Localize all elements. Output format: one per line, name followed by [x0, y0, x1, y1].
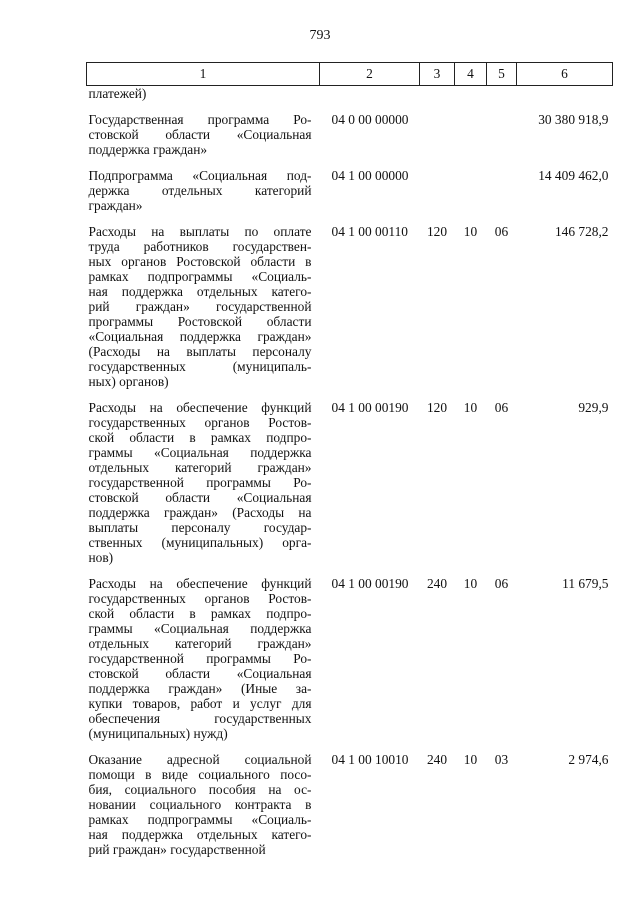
row-csr — [420, 112, 455, 168]
row-code: 04 1 00 00190 — [331, 400, 409, 415]
row-name — [87, 168, 320, 224]
header-col-4: 4 — [455, 63, 487, 86]
row-name-line: Подпрограмма «Социальная под- — [88, 168, 312, 183]
row-name-line: (Расходы на выплаты персоналу — [88, 344, 312, 359]
row-name-line: купки товаров, работ и услуг для — [88, 696, 312, 711]
row-amount: 146 728,2 — [554, 224, 609, 239]
row-name-line: ской области в рамках подпро- — [88, 606, 312, 621]
row-section: 10 — [463, 752, 478, 767]
row-name-line: программы Ростовской области — [88, 314, 312, 329]
row-subsection: 06 — [494, 400, 509, 415]
row-name-line: ственных (муниципальных) орга- — [88, 535, 312, 550]
header-col-5: 5 — [487, 63, 517, 86]
row-name-line: нов) — [88, 550, 114, 565]
row-name-line: Расходы на обеспечение функций — [88, 576, 312, 591]
header-col-1: 1 — [87, 63, 320, 86]
row-name-line: Государственная программа Ро- — [88, 112, 312, 127]
row-name-line: рамках подпрограммы «Социаль- — [88, 269, 312, 284]
row-code: 04 0 00 00000 — [331, 112, 409, 127]
table-row — [87, 576, 613, 752]
table-row — [87, 224, 613, 400]
header-col-6: 6 — [517, 63, 613, 86]
row-code: 04 1 00 00000 — [331, 168, 409, 183]
row-amount: 929,9 — [578, 400, 609, 415]
row-name-line: граммы «Социальная поддержка — [88, 445, 312, 460]
row-name — [87, 224, 320, 400]
row-name-line: труда работников государствен- — [88, 239, 312, 254]
row-name-line: граммы «Социальная поддержка — [88, 621, 312, 636]
row-name-line: ных органов Ростовской области в — [88, 254, 312, 269]
page-number: 793 — [309, 28, 331, 43]
budget-table — [86, 62, 613, 868]
row-name-line: Расходы на выплаты по оплате — [88, 224, 312, 239]
row-name — [87, 112, 320, 168]
row-name-line: рамках подпрограммы «Социаль- — [88, 812, 312, 827]
row-name-line: отдельных категорий граждан» — [88, 636, 312, 651]
row-name-line: ных) органов) — [88, 374, 169, 389]
row-name-line: граждан» — [88, 198, 143, 213]
table-header — [87, 63, 613, 86]
row-name-line: государственной программы Ро- — [88, 651, 312, 666]
row-name-line: ской области в рамках подпро- — [88, 430, 312, 445]
row-csr: 240 — [426, 576, 448, 591]
row-csr: 240 — [426, 752, 448, 767]
continuation-text: платежей) — [88, 86, 147, 101]
table-body — [87, 86, 613, 869]
row-name-line: государственных органов Ростов- — [88, 591, 312, 606]
row-name-line: государственных (муниципаль- — [88, 359, 312, 374]
row-name — [87, 576, 320, 752]
row-name-line: помощи в виде социального посо- — [88, 767, 312, 782]
row-code: 04 1 00 00110 — [331, 224, 408, 239]
row-name-line: государственной программы Ро- — [88, 475, 312, 490]
row-name-line: бия, социального пособия на ос- — [88, 782, 312, 797]
row-name — [87, 752, 320, 868]
row-name-line: держка отдельных категорий — [88, 183, 312, 198]
row-amount: 14 409 462,0 — [538, 168, 609, 183]
table-row — [87, 168, 613, 224]
row-section: 10 — [463, 576, 478, 591]
table-row — [87, 112, 613, 168]
row-section — [455, 168, 487, 224]
row-name-line: Оказание адресной социальной — [88, 752, 312, 767]
row-name-line: стовской области «Социальная — [88, 127, 312, 142]
row-name-line: поддержка граждан» (Расходы на — [88, 505, 312, 520]
row-name-line: отдельных категорий граждан» — [88, 460, 312, 475]
row-name-line: государственных органов Ростов- — [88, 415, 312, 430]
row-code: 04 1 00 00190 — [331, 576, 409, 591]
row-name-line: «Социальная поддержка граждан» — [88, 329, 312, 344]
row-code: 04 1 00 10010 — [331, 752, 409, 767]
row-section: 10 — [463, 400, 478, 415]
header-col-3: 3 — [420, 63, 455, 86]
row-section: 10 — [463, 224, 478, 239]
row-subsection: 06 — [494, 576, 509, 591]
row-subsection: 06 — [494, 224, 509, 239]
row-csr: 120 — [426, 224, 448, 239]
row-subsection: 03 — [494, 752, 509, 767]
row-name-line: рий граждан» государственной — [88, 299, 312, 314]
row-name-line: Расходы на обеспечение функций — [88, 400, 312, 415]
row-name-line: стовской области «Социальная — [88, 666, 312, 681]
row-name-line: выплаты персоналу государ- — [88, 520, 312, 535]
row-csr — [420, 168, 455, 224]
row-name-line: ная поддержка отдельных катего- — [88, 284, 312, 299]
row-name-line: поддержка граждан» — [88, 142, 208, 157]
row-name-line: новании социального контракта в — [88, 797, 312, 812]
row-name-line: ная поддержка отдельных катего- — [88, 827, 312, 842]
row-amount: 30 380 918,9 — [538, 112, 609, 127]
row-section — [455, 112, 487, 168]
row-name — [87, 400, 320, 576]
continuation-row — [87, 86, 613, 113]
table-row — [87, 752, 613, 868]
header-col-2: 2 — [320, 63, 420, 86]
row-name-line: (муниципальных) нужд) — [88, 726, 228, 741]
row-amount: 11 679,5 — [562, 576, 609, 591]
row-name-line: стовской области «Социальная — [88, 490, 312, 505]
row-amount: 2 974,6 — [568, 752, 609, 767]
row-name-line: рий граждан» государственной — [88, 842, 266, 857]
table-row — [87, 400, 613, 576]
row-csr: 120 — [426, 400, 448, 415]
row-subsection — [487, 168, 517, 224]
row-subsection — [487, 112, 517, 168]
row-name-line: обеспечения государственных — [88, 711, 312, 726]
row-name-line: поддержка граждан» (Иные за- — [88, 681, 312, 696]
